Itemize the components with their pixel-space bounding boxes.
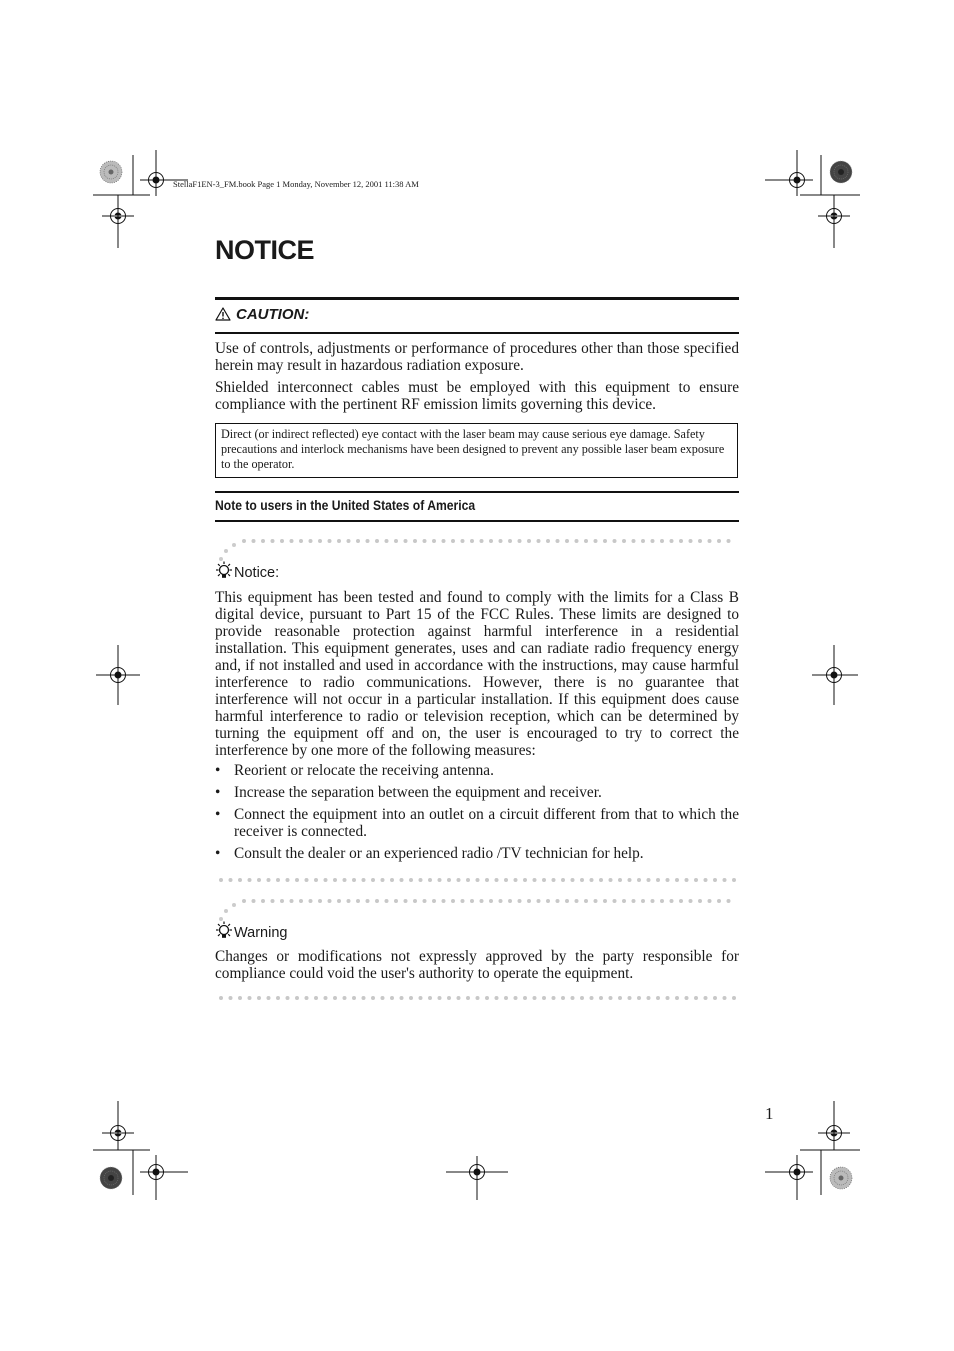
- bullet-text: Reorient or relocate the receiving antenna.: [234, 762, 494, 779]
- caution-heading: [215, 304, 309, 324]
- color-wheel-icon-top-left: [100, 161, 122, 183]
- bullet-text: Connect the equipment into an outlet on a circuit different from that to which the receiver is connected.: [234, 806, 739, 840]
- bullet-text: Increase the separation between the equipment and receiver.: [234, 784, 602, 801]
- color-wheel-icon-top-right: [830, 161, 852, 183]
- color-wheel-icon-bottom-right: [830, 1167, 852, 1189]
- lightbulb-icon: [215, 921, 233, 941]
- laser-warning-box: Direct (or indirect reflected) eye contact with the laser beam may cause serious eye damage. Safety precautions and interlock mechanisms have been designed to prevent any possible laser beam exposure to the operator.: [215, 423, 738, 478]
- caution-paragraph-2: Shielded interconnect cables must be employed with this equipment to ensure compliance with the pertinent RF emission limits governing this device.: [215, 379, 739, 413]
- bullet-text: Consult the dealer or an experienced radio /TV technician for help.: [234, 845, 644, 862]
- section-bottom-rule: [215, 520, 739, 522]
- page-title: NOTICE: [215, 235, 315, 265]
- warning-triangle-icon: [215, 307, 231, 321]
- section-heading: Note to users in the United States of America: [215, 498, 476, 513]
- warning-paragraph: Changes or modifications not expressly approved by the party responsible for compliance could void the user's authority to operate the equipment.: [215, 948, 739, 982]
- notice-heading: [215, 561, 279, 581]
- warning-heading: [215, 921, 287, 941]
- list-item: • Connect the equipment into an outlet on a circuit different from that to which the receiver is connected.: [215, 806, 739, 840]
- warning-bottom-dotted-border: [215, 994, 739, 1002]
- page-number: 1: [765, 1104, 774, 1123]
- list-item: • Increase the separation between the equipment and receiver.: [215, 784, 602, 801]
- notice-top-dotted-border: [215, 536, 739, 544]
- list-item: • Reorient or relocate the receiving antenna.: [215, 762, 494, 779]
- file-header-line: StellaF1EN-3_FM.book Page 1 Monday, November 12, 2001 11:38 AM: [173, 179, 419, 189]
- caution-top-rule: [215, 297, 739, 300]
- caution-bottom-rule: [215, 332, 739, 334]
- lightbulb-icon: [215, 561, 233, 581]
- section-top-rule: [215, 491, 739, 493]
- color-wheel-icon-bottom-left: [100, 1167, 122, 1189]
- warning-label: Warning: [234, 925, 288, 941]
- warning-top-dotted-border: [215, 896, 739, 904]
- list-item: • Consult the dealer or an experienced radio /TV technician for help.: [215, 845, 644, 862]
- notice-label: Notice:: [234, 565, 280, 581]
- caution-label: CAUTION:: [236, 305, 310, 323]
- notice-bottom-dotted-border: [215, 876, 739, 884]
- caution-paragraph-1: Use of controls, adjustments or performance of procedures other than those specified herein may result in hazardous radiation exposure.: [215, 340, 739, 374]
- notice-paragraph: This equipment has been tested and found to comply with the limits for a Class B digital device, pursuant to Part 15 of the FCC Rules. These limits are designed to provide reasonable protection against harmful interference in a residential installation. This equipment generates, uses and can radiate radio frequency energy and, if not installed and used in accordance with the instructions, may cause harmful interference to radio communications. However, there is no guarantee that interference will not occur in a particular installation. If this equipment does cause harmful interference to radio or television reception, which can be determined by turning the equipment off and on, the user is encouraged to try to correct the interference by one more of the following measures:: [215, 589, 739, 759]
- notice-bullet-list: [215, 762, 739, 867]
